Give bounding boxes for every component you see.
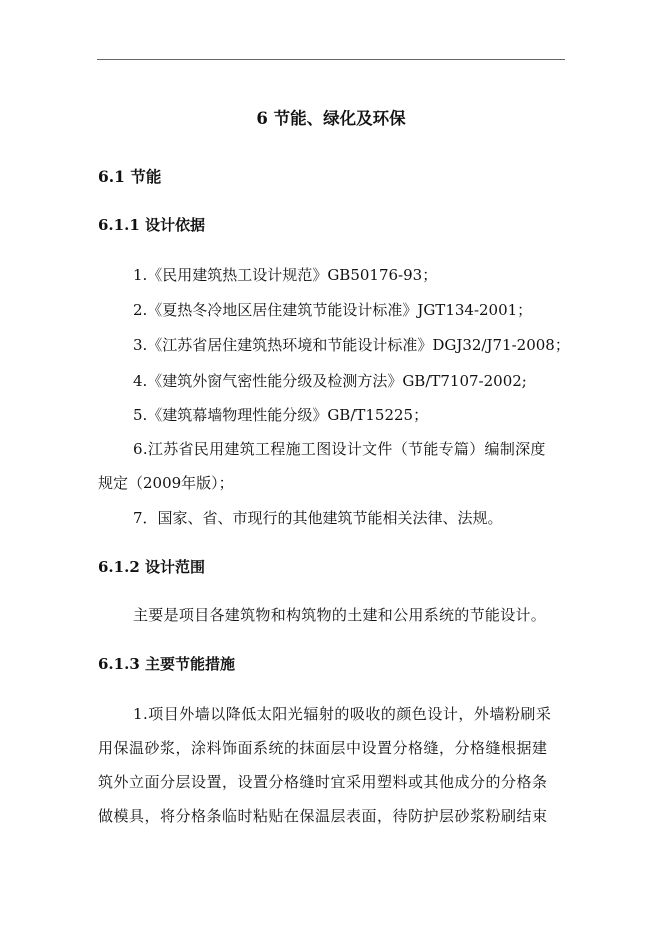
basis-item-5: 5.《建筑幕墙物理性能分级》GB/T15225；	[133, 406, 429, 424]
basis-item-4: 4.《建筑外窗气密性能分级及检测方法》GB/T7107-2002;	[133, 372, 527, 390]
measures-line-4: 做模具，将分格条临时粘贴在保温层表面，待防护层砂浆粉刷结束	[98, 807, 548, 825]
basis-item-6-line-1: 6.江苏省民用建筑工程施工图设计文件（节能专篇）编制深度	[133, 440, 546, 458]
chapter-title: 6 节能、绿化及环保	[256, 109, 406, 128]
measures-line-2: 用保温砂浆，涂料饰面系统的抹面层中设置分格缝，分格缝根据建	[98, 739, 548, 757]
header-rule	[97, 59, 565, 60]
basis-item-3: 3.《江苏省居住建筑热环境和节能设计标准》DGJ32/J71-2008；	[133, 336, 570, 354]
basis-item-1: 1.《民用建筑热工设计规范》GB50176-93；	[133, 266, 438, 284]
measures-line-1: 1.项目外墙以降低太阳光辐射的吸收的颜色设计，外墙粉刷采	[133, 705, 552, 723]
basis-item-2: 2.《夏热冬冷地区居住建筑节能设计标准》JGT134-2001；	[133, 301, 533, 319]
scope-paragraph: 主要是项目各建筑物和构筑物的土建和公用系统的节能设计。	[133, 606, 547, 624]
basis-item-6-line-2: 规定（2009年版）；	[98, 474, 234, 492]
subsection-heading-6-1-2: 6.1.2 设计范围	[98, 558, 205, 576]
measures-line-3: 筑外立面分层设置，设置分格缝时宜采用塑料或其他成分的分格条	[98, 773, 548, 791]
subsection-heading-6-1-3: 6.1.3 主要节能措施	[98, 655, 235, 673]
basis-item-7: 7．国家、省、市现行的其他建筑节能相关法律、法规。	[133, 509, 503, 527]
subsection-heading-6-1-1: 6.1.1 设计依据	[98, 216, 205, 234]
section-heading-6-1: 6.1 节能	[98, 167, 162, 186]
